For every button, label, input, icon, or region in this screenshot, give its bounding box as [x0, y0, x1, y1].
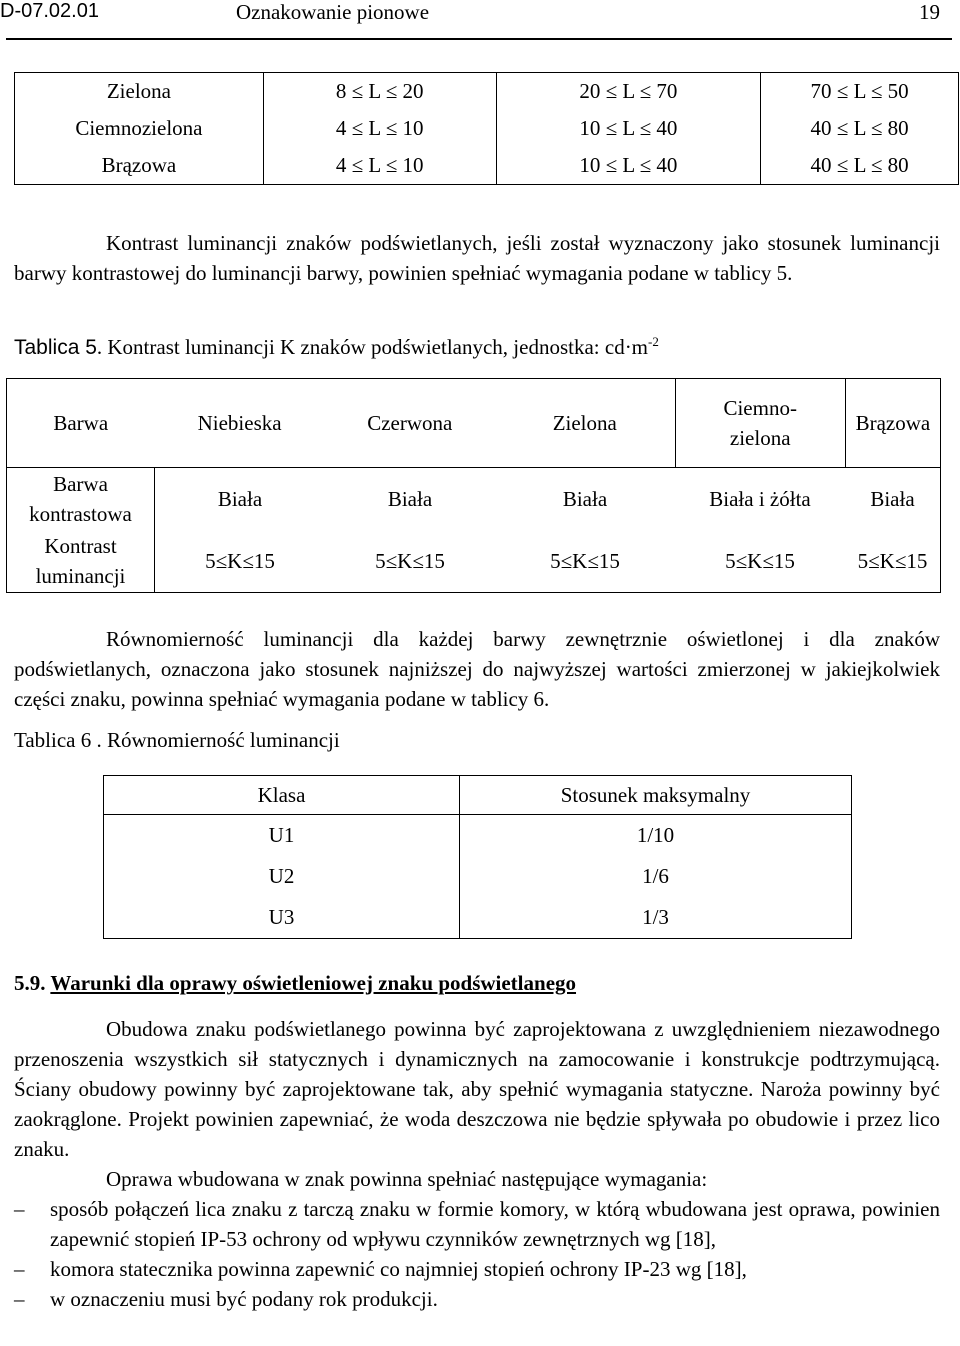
header-cell: Niebieska	[155, 379, 325, 468]
table-cell: 10 ≤ L ≤ 40	[496, 147, 761, 185]
table-row	[15, 147, 959, 185]
table-cell: 5≤K≤15	[205, 548, 275, 573]
page-number: 19	[919, 0, 940, 24]
caption-label: Tablica 5	[14, 336, 97, 359]
table-header-row	[104, 776, 852, 815]
row-label-line: Barwa	[53, 472, 108, 496]
table-cell: U3	[104, 897, 460, 939]
table-cell: Biała	[217, 486, 263, 511]
bullet-marker: –	[14, 1257, 25, 1281]
row-label-line: Kontrast	[44, 534, 117, 558]
header-divider	[6, 38, 952, 40]
table-cell: 4 ≤ L ≤ 10	[263, 110, 496, 147]
header-cell: Klasa	[104, 776, 460, 815]
row-label-cell	[7, 468, 155, 531]
header-cell: Stosunek maksymalny	[460, 776, 852, 815]
row-label-line: luminancji	[35, 564, 126, 588]
housing-paragraph	[14, 1014, 940, 1164]
header-cell-line: Ciemno-	[723, 396, 797, 420]
table-cell: Biała	[562, 486, 608, 511]
table-row	[7, 530, 941, 593]
list-item	[14, 1284, 940, 1314]
list-item-text: w oznaczeniu musi być podany rok produkcji.	[50, 1287, 438, 1311]
table-row	[15, 110, 959, 147]
paragraph-text: Kontrast luminancji znaków podświetlanych, jeśli został wyznaczony jako stosunek luminancji barwy kontrastowej do luminancji barwy, powinien spełniać wymagania podane w tablicy 5.	[14, 231, 940, 285]
contrast-color-cells	[155, 468, 941, 531]
list-item	[14, 1194, 940, 1254]
table-cell: 4 ≤ L ≤ 10	[263, 147, 496, 185]
list-item	[14, 1254, 940, 1284]
list-item-text: sposób połączeń lica znaku z tarczą znaku w formie komory, w którą wbudowana jest oprawa, powinien zapewnić stopień IP-53 ochrony od wpływu czynników zewnętrznych wg [18],	[50, 1197, 940, 1251]
table-cell: Ciemnozielona	[15, 110, 264, 147]
table-cell: 40 ≤ L ≤ 80	[761, 147, 959, 185]
section-title: Oznakowanie pionowe	[236, 0, 430, 24]
table-cell: U1	[104, 815, 460, 857]
table-cell: 8 ≤ L ≤ 20	[263, 73, 496, 111]
luminance-table-continued	[14, 72, 959, 185]
table-row	[15, 73, 959, 111]
fixture-paragraph	[14, 1164, 940, 1194]
table5-caption	[14, 334, 659, 360]
section-number: 5.9.	[14, 971, 46, 995]
paragraph-text: Równomierność luminancji dla każdej barwy zewnętrznie oświetlonej i dla znaków podświetlanych, oznaczona jako stosunek najniższej do najwyższej wartości zmierzonej w jakiejkolwiek części znaku, powinna spełniać wymagania podane w tablicy 6.	[14, 627, 940, 711]
table-row	[7, 468, 941, 531]
table6-caption: Tablica 6 . Równomierność luminancji	[14, 728, 340, 752]
table-cell: 5≤K≤15	[857, 548, 928, 573]
contrast-value-cells	[155, 530, 941, 593]
uniformity-paragraph	[14, 624, 940, 714]
contrast-table	[6, 378, 941, 593]
table-cell: Biała	[387, 486, 433, 511]
requirements-list	[14, 1194, 940, 1314]
uniformity-table	[103, 775, 852, 939]
table-cell: 5≤K≤15	[550, 548, 620, 573]
table-cell: 70 ≤ L ≤ 50	[761, 73, 959, 111]
caption-superscript: -2	[648, 334, 659, 349]
table-cell: 5≤K≤15	[375, 548, 445, 573]
row-label-line: kontrastowa	[29, 502, 132, 526]
table-row	[104, 897, 852, 939]
paragraph-text: Obudowa znaku podświetlanego powinna być zaprojektowana z uwzględnieniem niezawodnego przenoszenia wszystkich sił statycznych i dynamicznych na zamocowanie i konstrukcje podtrzymującą. Ściany obudowy powinny być zaprojektowane tak, aby spełnić wymagania statyczne. Naroża powinny być zaokrąglone. Projekt powinien zapewniać, że woda deszczowa nie będzie spływała po obudowie i przez lico znaku.	[14, 1017, 940, 1161]
caption-text: . Kontrast luminancji K znaków podświetlanych, jednostka: cd·m	[96, 335, 649, 359]
table-header-row	[7, 379, 941, 468]
section-heading	[14, 971, 576, 996]
table-cell: U2	[104, 856, 460, 897]
list-item-text: komora statecznika powinna zapewnić co najmniej stopień ochrony IP-23 wg [18],	[50, 1257, 747, 1281]
contrast-paragraph	[14, 228, 940, 288]
header-cell: Czerwona	[325, 379, 495, 468]
table-cell: Biała i żółta	[709, 486, 811, 511]
table-cell: 40 ≤ L ≤ 80	[761, 110, 959, 147]
table-row	[104, 815, 852, 857]
table-row	[104, 856, 852, 897]
row-label-cell	[7, 530, 155, 593]
header-cell-line: zielona	[729, 426, 791, 450]
table-cell: Brązowa	[15, 147, 264, 185]
table-cell: 1/10	[636, 823, 675, 847]
table-cell: 10 ≤ L ≤ 40	[496, 110, 761, 147]
bullet-marker: –	[14, 1197, 25, 1221]
table-cell: 1/6	[642, 864, 669, 888]
table-cell: Zielona	[15, 73, 264, 111]
header-cell: Barwa	[7, 379, 155, 468]
header-cell	[675, 379, 845, 468]
table-cell: 1/3	[642, 905, 669, 929]
document-code: D-07.02.01	[0, 0, 99, 22]
paragraph-text: Oprawa wbudowana w znak powinna spełniać następujące wymagania:	[106, 1167, 708, 1191]
table-cell: 5≤K≤15	[725, 548, 795, 573]
table-cell: 20 ≤ L ≤ 70	[496, 73, 761, 111]
section-heading-title: Warunki dla oprawy oświetleniowej znaku podświetlanego	[50, 971, 577, 995]
header-cell: Brązowa	[845, 379, 940, 468]
bullet-marker: –	[14, 1287, 25, 1311]
table-cell: Biała	[870, 486, 915, 511]
page-header	[0, 0, 960, 26]
header-cell: Zielona	[495, 379, 675, 468]
